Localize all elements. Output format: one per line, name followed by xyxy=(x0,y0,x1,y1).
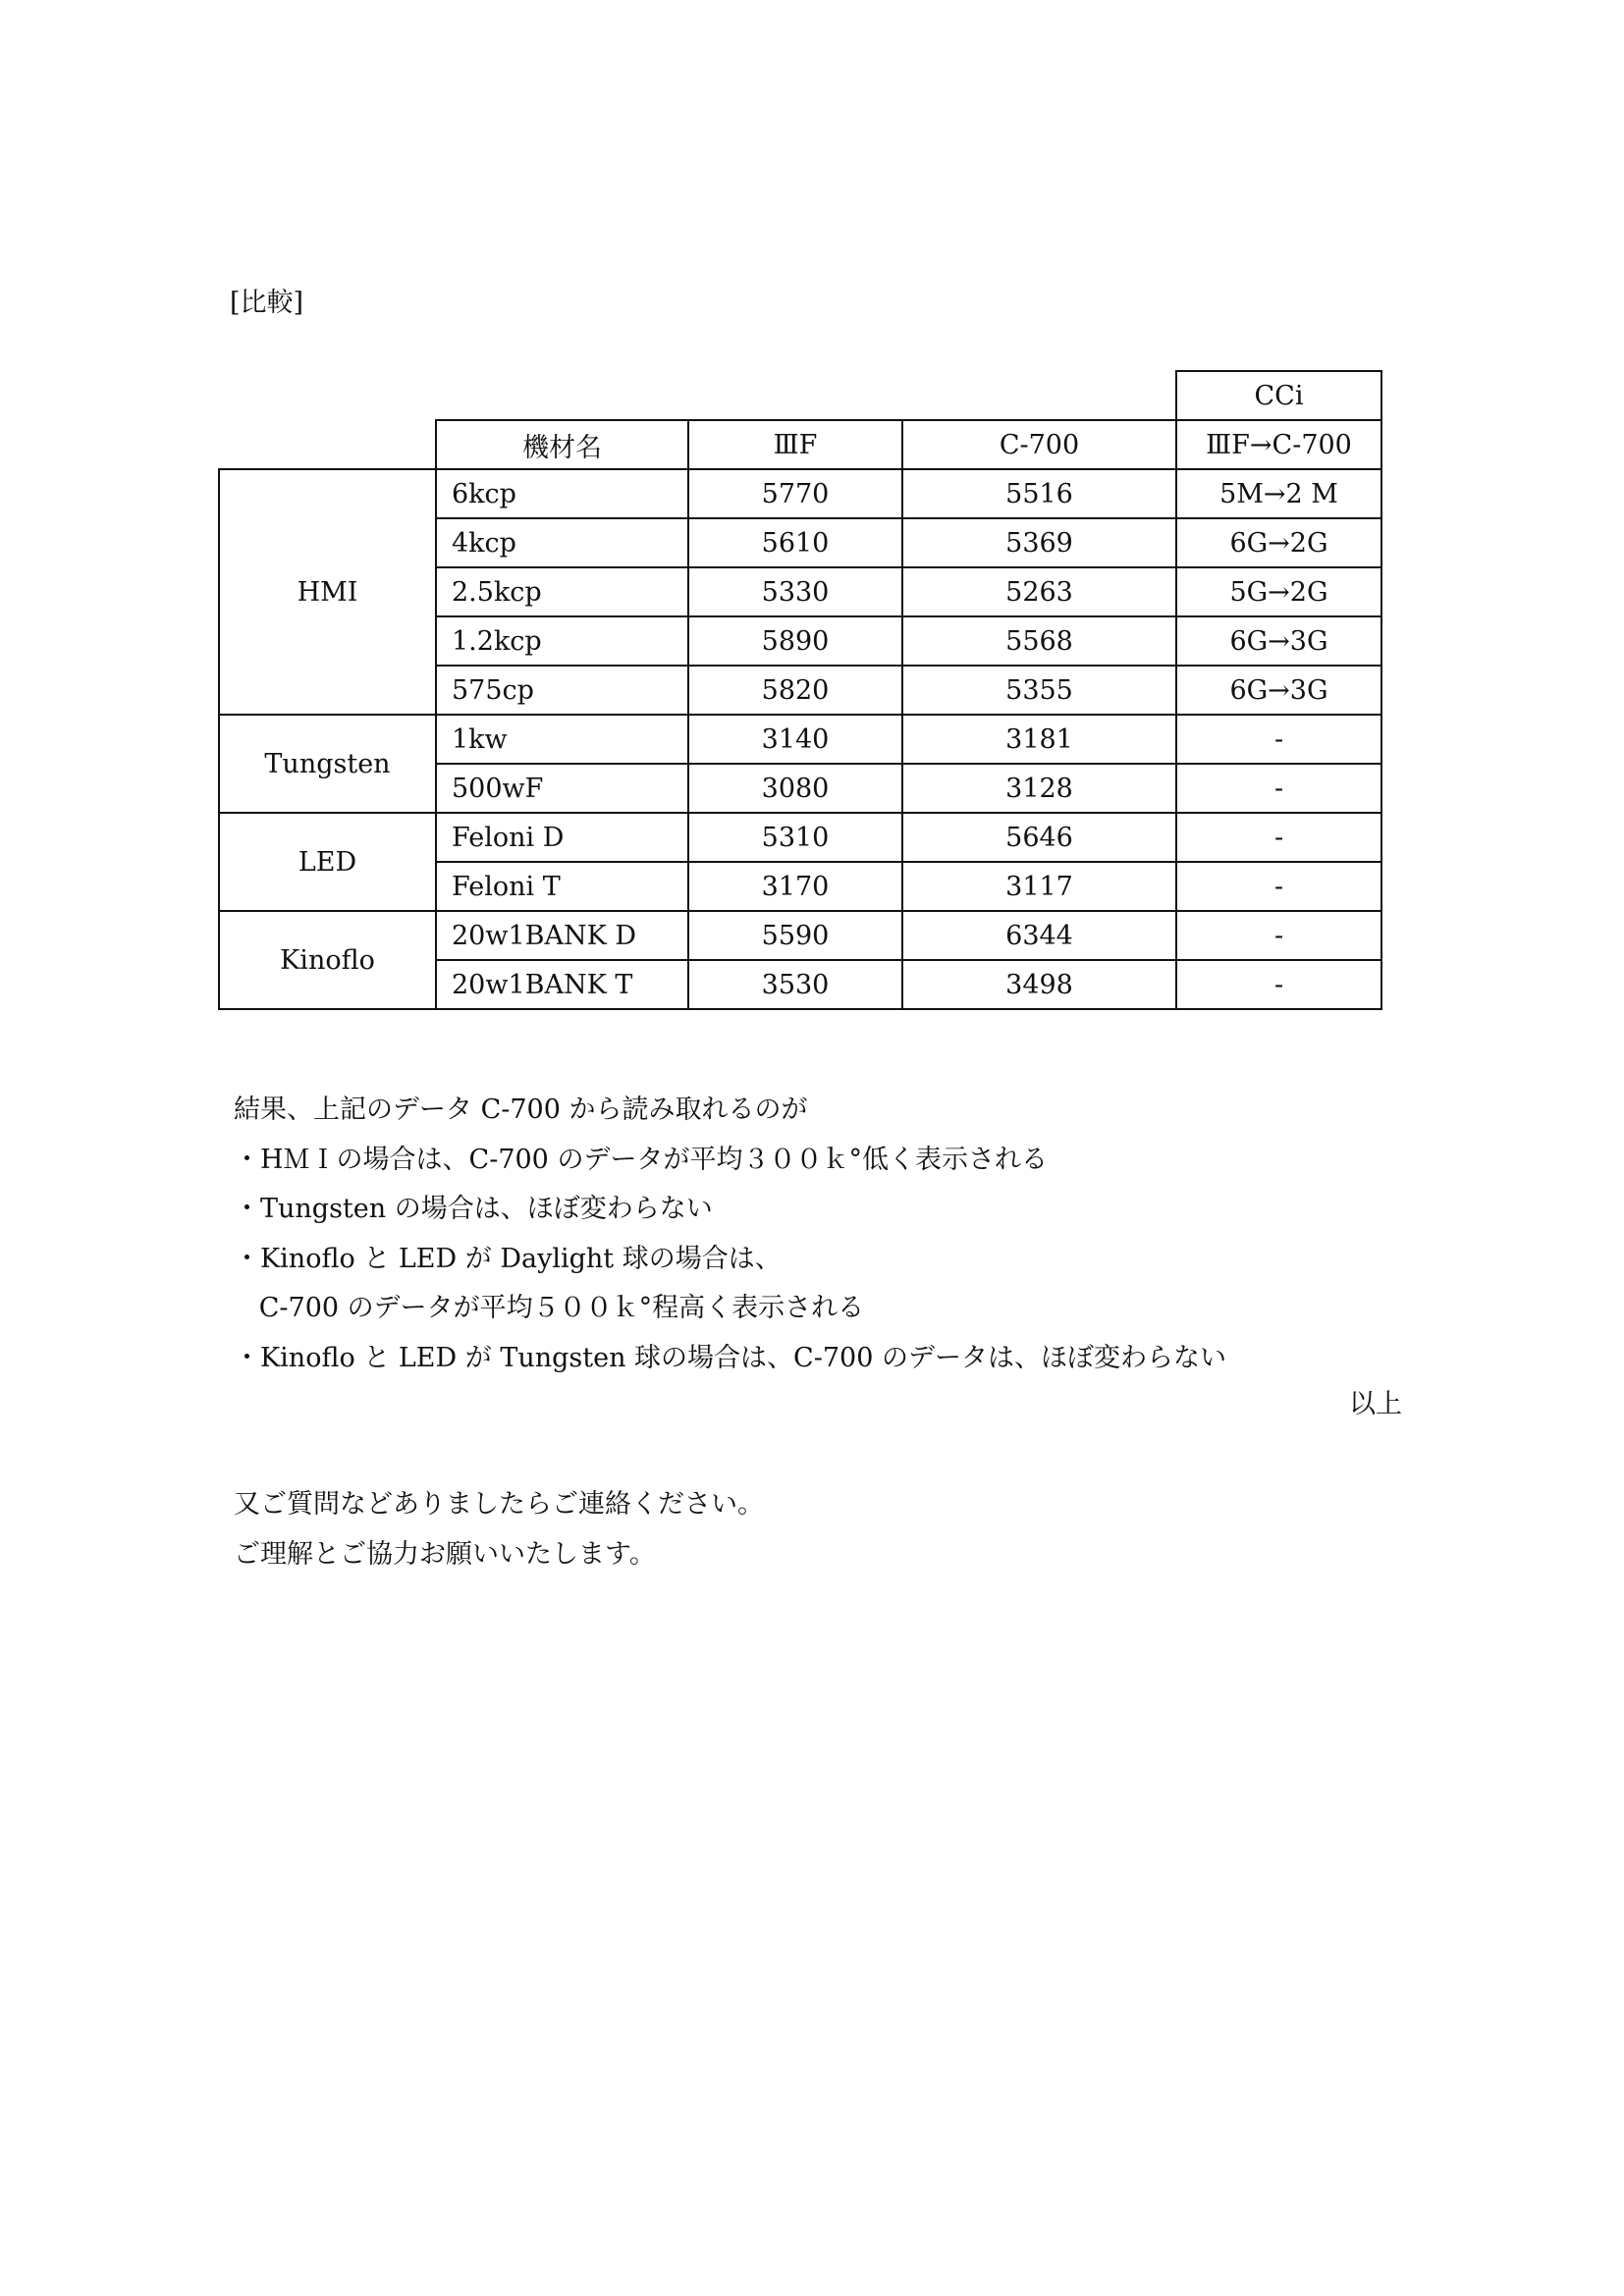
cci-value-cell: 6G→2G xyxy=(1176,518,1381,567)
iiif-value-cell: 5310 xyxy=(688,813,902,862)
iiif-value-cell: 3170 xyxy=(688,862,902,911)
equipment-name-cell: 6kcp xyxy=(436,469,688,518)
table-row xyxy=(219,813,1381,862)
c700-value-cell: 3498 xyxy=(902,960,1176,1009)
equipment-name-cell: 1kw xyxy=(436,715,688,764)
c700-value-cell: 5516 xyxy=(902,469,1176,518)
c700-value-cell: 5646 xyxy=(902,813,1176,862)
equipment-name-cell: 4kcp xyxy=(436,518,688,567)
iiif-value-cell: 5590 xyxy=(688,911,902,960)
result-line: ・Kinoflo と LED が Daylight 球の場合は、 xyxy=(234,1243,782,1274)
result-text xyxy=(234,1086,1226,1383)
c700-value-cell: 5263 xyxy=(902,567,1176,616)
cci-value-cell: 5G→2G xyxy=(1176,567,1381,616)
header-c700: C-700 xyxy=(902,420,1176,469)
empty-cell xyxy=(688,371,902,420)
table-row xyxy=(219,469,1381,518)
closing-line: ご理解とご協力お願いいたします。 xyxy=(234,1538,656,1570)
closing-text xyxy=(234,1480,764,1579)
equipment-name-cell: Feloni D xyxy=(436,813,688,862)
header-cci-shift: ⅢF→C-700 xyxy=(1176,420,1381,469)
result-line: 結果、上記のデータ C-700 から読み取れるのが xyxy=(234,1095,808,1125)
group-label: Tungsten xyxy=(219,715,436,813)
result-line: ・HＭＩの場合は、C-700 のデータが平均３００ｋ°低く表示される xyxy=(234,1144,1048,1175)
iiif-value-cell: 5330 xyxy=(688,567,902,616)
section-heading: [比較] xyxy=(230,288,304,318)
c700-value-cell: 3181 xyxy=(902,715,1176,764)
iiif-value-cell: 3140 xyxy=(688,715,902,764)
group-header-row xyxy=(219,371,1381,420)
cci-value-cell: - xyxy=(1176,715,1381,764)
table-row xyxy=(219,911,1381,960)
closing-line: 又ご質問などありましたらご連絡ください。 xyxy=(234,1489,764,1520)
equipment-name-cell: 575cp xyxy=(436,666,688,715)
c700-value-cell: 3128 xyxy=(902,764,1176,813)
cci-value-cell: 6G→3G xyxy=(1176,616,1381,666)
cci-value-cell: - xyxy=(1176,813,1381,862)
empty-cell xyxy=(902,371,1176,420)
c700-value-cell: 5369 xyxy=(902,518,1176,567)
header-equipment-name: 機材名 xyxy=(436,420,688,469)
group-label: LED xyxy=(219,813,436,911)
table-row xyxy=(219,715,1381,764)
iiif-value-cell: 5890 xyxy=(688,616,902,666)
column-header-row xyxy=(219,420,1381,469)
empty-cell xyxy=(219,420,436,469)
equipment-name-cell: 20w1BANK D xyxy=(436,911,688,960)
group-label: HMI xyxy=(219,469,436,715)
c700-value-cell: 3117 xyxy=(902,862,1176,911)
cci-value-cell: 5M→2 M xyxy=(1176,469,1381,518)
cci-group-header: CCi xyxy=(1176,371,1381,420)
c700-value-cell: 6344 xyxy=(902,911,1176,960)
result-line: ・Tungsten の場合は、ほぼ変わらない xyxy=(234,1194,713,1224)
cci-value-cell: - xyxy=(1176,960,1381,1009)
equipment-name-cell: 1.2kcp xyxy=(436,616,688,666)
end-mark: 以上 xyxy=(1349,1389,1402,1419)
equipment-name-cell: 20w1BANK T xyxy=(436,960,688,1009)
iiif-value-cell: 5770 xyxy=(688,469,902,518)
result-line: ・Kinoflo と LED が Tungsten 球の場合は、C-700 のデータは、ほぼ変わらない xyxy=(234,1342,1226,1373)
result-line: C-700 のデータが平均５００ｋ°程高く表示される xyxy=(234,1293,865,1323)
empty-cell xyxy=(219,371,436,420)
cci-value-cell: - xyxy=(1176,764,1381,813)
iiif-value-cell: 3080 xyxy=(688,764,902,813)
group-label: Kinoflo xyxy=(219,911,436,1009)
iiif-value-cell: 5820 xyxy=(688,666,902,715)
cci-value-cell: - xyxy=(1176,862,1381,911)
iiif-value-cell: 5610 xyxy=(688,518,902,567)
equipment-name-cell: 500wF xyxy=(436,764,688,813)
comparison-table xyxy=(218,370,1382,1010)
cci-value-cell: 6G→3G xyxy=(1176,666,1381,715)
cci-value-cell: - xyxy=(1176,911,1381,960)
equipment-name-cell: 2.5kcp xyxy=(436,567,688,616)
c700-value-cell: 5355 xyxy=(902,666,1176,715)
empty-cell xyxy=(436,371,688,420)
equipment-name-cell: Feloni T xyxy=(436,862,688,911)
c700-value-cell: 5568 xyxy=(902,616,1176,666)
iiif-value-cell: 3530 xyxy=(688,960,902,1009)
header-iiif: ⅢF xyxy=(688,420,902,469)
